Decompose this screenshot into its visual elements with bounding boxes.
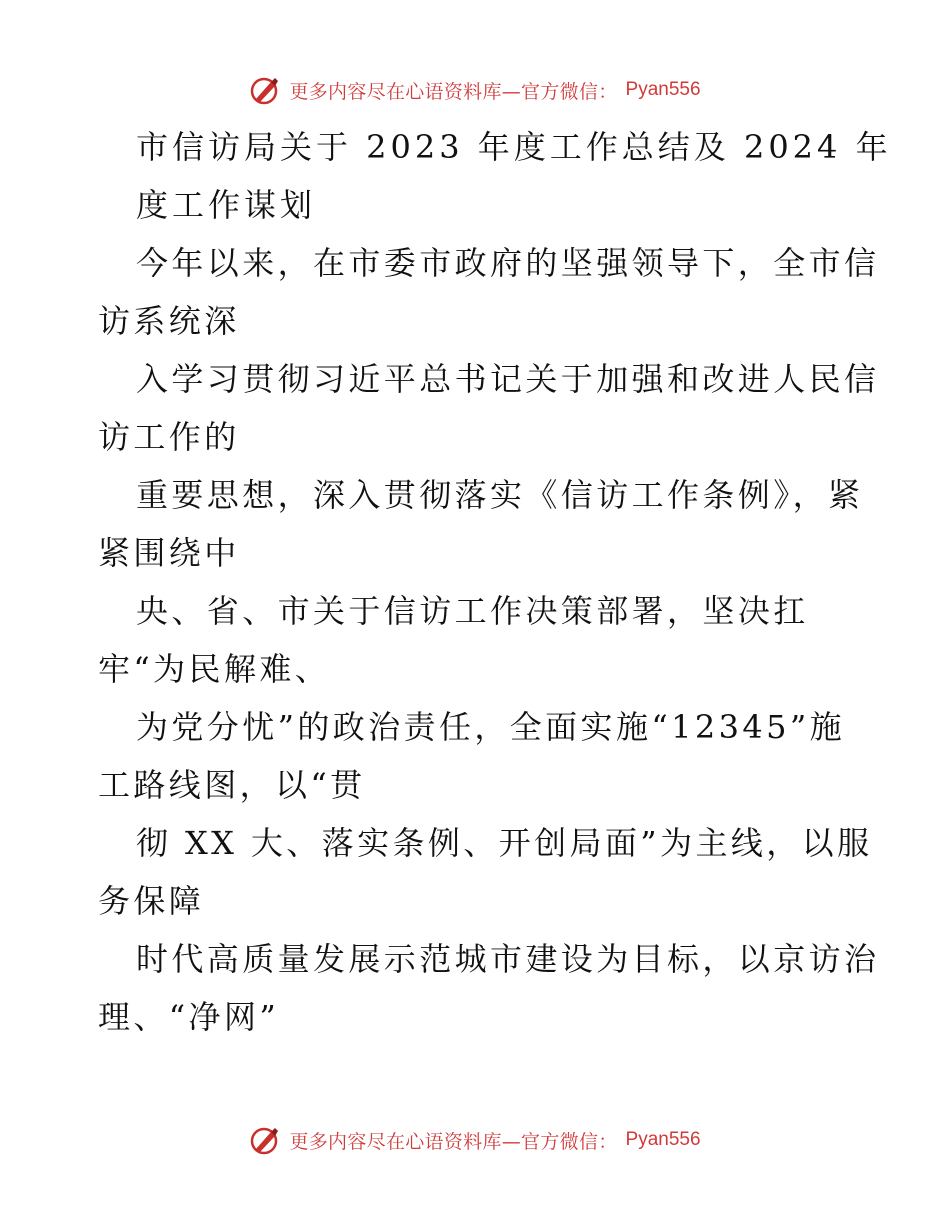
body-text-line: 为党分忧”的政治责任，全面实施“12345”施 xyxy=(136,708,846,746)
body-text-line: 彻 XX 大、落实条例、开创局面”为主线，以服 xyxy=(136,824,873,862)
document-title-line: 度工作谋划 xyxy=(136,186,317,224)
watermark-text: 更多内容尽在心语资料库—官方微信： xyxy=(289,80,618,103)
body-text-line: 理、“净网” xyxy=(98,998,280,1036)
pen-logo-icon xyxy=(249,1124,281,1156)
body-text-line: 今年以来，在市委市政府的坚强领导下，全市信 xyxy=(136,244,880,282)
watermark-wechat-id: Pyan556 xyxy=(625,1129,701,1150)
body-text-line: 央、省、市关于信访工作决策部署，坚决扛 xyxy=(136,592,809,630)
pen-logo-icon xyxy=(249,74,281,106)
body-text-line: 工路线图，以“贯 xyxy=(98,766,366,804)
document-title-line: 市信访局关于 2023 年度工作总结及 2024 年 xyxy=(136,128,892,166)
body-text-line: 入学习贯彻习近平总书记关于加强和改进人民信 xyxy=(136,360,880,398)
footer-watermark xyxy=(0,1120,950,1160)
body-text-line: 访工作的 xyxy=(98,418,240,456)
document-body xyxy=(98,118,892,1046)
header-watermark xyxy=(0,70,950,110)
body-text-line: 时代高质量发展示范城市建设为目标，以京访治 xyxy=(136,940,880,978)
body-text-line: 务保障 xyxy=(98,882,205,920)
body-text-line: 访系统深 xyxy=(98,302,240,340)
watermark-wechat-id: Pyan556 xyxy=(625,79,701,100)
watermark-text: 更多内容尽在心语资料库—官方微信： xyxy=(289,1130,618,1153)
body-text-line: 重要思想，深入贯彻落实《信访工作条例》，紧 xyxy=(136,476,864,514)
body-text-line: 牢“为民解难、 xyxy=(98,650,331,688)
body-text-line: 紧围绕中 xyxy=(98,534,240,572)
body-paragraph xyxy=(98,234,880,1046)
